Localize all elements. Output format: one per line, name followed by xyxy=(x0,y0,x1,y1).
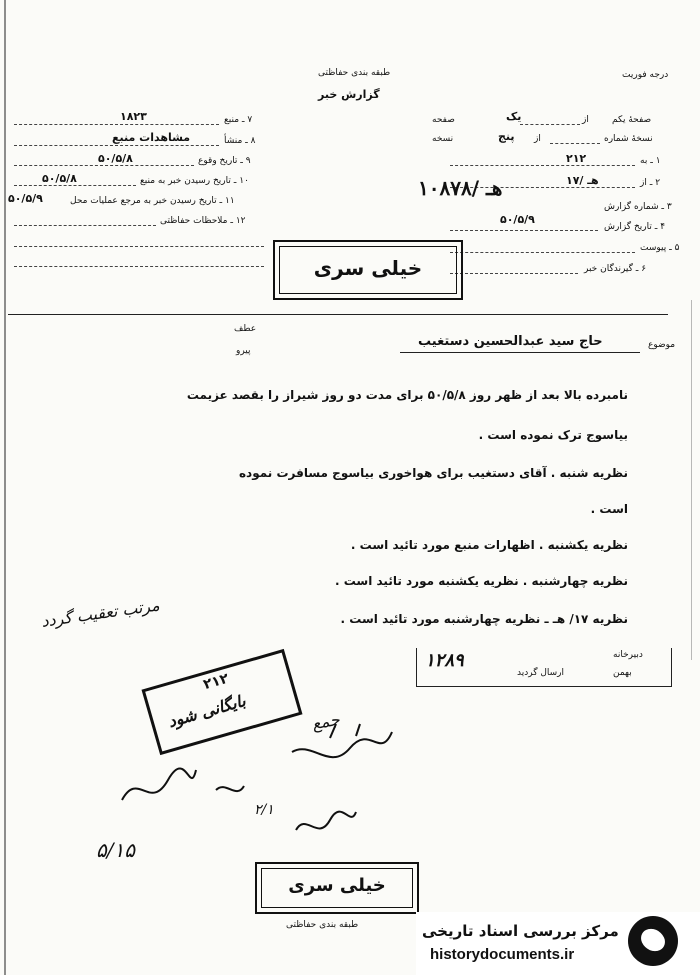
bottom-classification-stamp xyxy=(255,862,419,914)
signature-scribble xyxy=(296,812,356,830)
body-line: بیاسوج ترک نموده است . xyxy=(478,428,628,442)
field-value: یک xyxy=(506,110,522,123)
field-unit: صفحه xyxy=(432,115,455,125)
field-label: ۴ ـ تاریخ گزارش xyxy=(604,222,666,232)
bottom-stamp-text: خیلی سری xyxy=(288,875,386,896)
receipt-line1: دبیرخانه xyxy=(613,650,643,660)
classification-bottom: طبقه بندی حفاظتی xyxy=(286,920,359,930)
signature-scribble xyxy=(122,769,196,800)
field-label: ۶ ـ گیرندگان خبر xyxy=(584,264,647,274)
field-label: ۱۲ ـ ملاحظات حفاظتی xyxy=(160,216,246,226)
field-sep: از xyxy=(582,115,589,125)
watermark-org: مرکز بررسی اسناد تاریخی xyxy=(422,922,619,940)
subject-label: موضوع xyxy=(648,340,676,350)
report-number-handwritten: ۱۰۸۷۸/ هـ xyxy=(418,176,503,200)
body-line: نظریه شنبه . آقای دستغیب برای هواخوری بیاسوج مسافرت نموده xyxy=(238,466,628,480)
signature-scribble xyxy=(330,724,360,738)
handwritten-note: مرتب تعقیب گردد xyxy=(40,595,161,631)
archive-text: بایگانی شود xyxy=(165,690,248,732)
margin-note: ۵/۱۵ xyxy=(96,838,135,862)
archive-number: ۲۱۲ xyxy=(201,670,231,694)
field-value: ۱۸۲۳ xyxy=(120,110,147,123)
field-value: ۵۰/۵/۸ xyxy=(42,172,77,185)
field-unit: نسخه xyxy=(432,134,454,144)
field-value: ۵۰/۵/۸ xyxy=(98,152,133,165)
body-line: است . xyxy=(590,502,628,516)
receipt-note: ارسال گردید xyxy=(517,668,565,678)
file-label: پیرو xyxy=(236,346,251,356)
body-line: نظریه ۱۷/ هـ ـ نظریه چهارشنبه مورد تائید است . xyxy=(340,612,628,626)
receipt-number: ۱۲۸۹ xyxy=(425,650,464,671)
field-label: ۷ ـ منبع xyxy=(224,115,253,125)
field-label: صفحهٔ یکم xyxy=(612,115,652,125)
form-title: گزارش خبر xyxy=(318,88,380,101)
field-value: پنج xyxy=(498,130,515,143)
margin-note: جمع xyxy=(310,709,342,734)
body-line: نظریه یکشنبه . اظهارات منبع مورد تائید است . xyxy=(350,538,628,552)
field-value: ۲۱۲ xyxy=(566,152,587,165)
seal-label: عطف xyxy=(234,324,257,334)
body-line: نامبرده بالا بعد از ظهر روز ۵۰/۵/۸ برای مدت دو روز شیراز را بقصد عزیمت xyxy=(186,388,628,402)
signature-scribble xyxy=(292,732,392,757)
watermark-url: historydocuments.ir xyxy=(430,946,575,963)
signature-scribble xyxy=(216,786,244,791)
receipt-line2: بهمن xyxy=(613,668,632,678)
field-value: ۱۷/ هـ xyxy=(566,174,599,187)
margin-note: ۲/۱ xyxy=(254,802,274,818)
field-label: ۱۰ ـ تاریخ رسیدن خبر به منبع xyxy=(140,176,249,186)
field-value: مشاهدات منبع xyxy=(112,131,191,144)
field-label: ۸ ـ منشأ xyxy=(224,136,256,146)
subject-value: حاج سید عبدالحسین دستغیب xyxy=(418,334,603,349)
stamp-text: خیلی سری xyxy=(313,256,423,280)
field-label: ۵ ـ پیوست xyxy=(640,243,680,253)
field-label: ۲ ـ از xyxy=(640,178,661,188)
classification-top: طبقه بندی حفاظتی xyxy=(318,68,391,78)
field-label: ۹ ـ تاریخ وقوع xyxy=(198,156,251,166)
field-sep: از xyxy=(534,134,541,144)
field-label: ۱۱ ـ تاریخ رسیدن خبر به مرجع عملیات محل xyxy=(70,196,235,206)
field-value: ۵۰/۵/۹ xyxy=(8,192,43,205)
field-value: ۵۰/۵/۹ xyxy=(500,213,535,226)
field-label: ۳ ـ شماره گزارش xyxy=(604,202,672,212)
field-label: ۱ ـ به xyxy=(640,156,661,166)
field-label: نسخهٔ شماره xyxy=(604,134,653,144)
urgency-label: درجه فوریت xyxy=(622,70,669,80)
body-line: نظریه چهارشنبه . نظریه یکشنبه مورد تائید است . xyxy=(334,574,628,588)
